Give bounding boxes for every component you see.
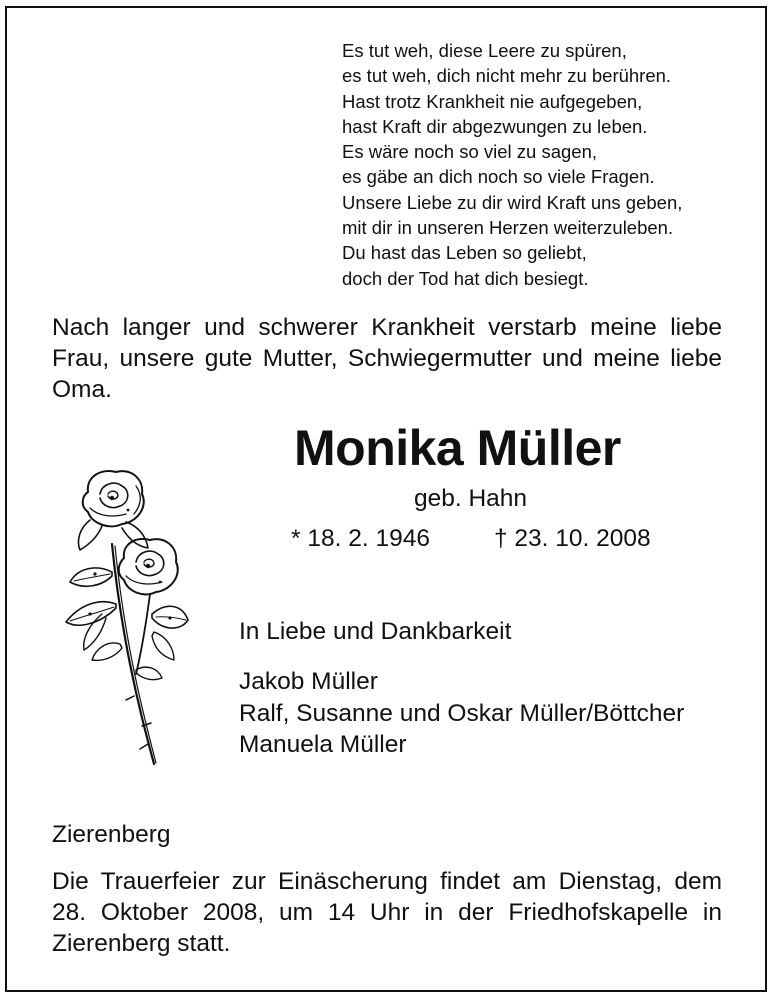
deceased-name: Monika Müller: [294, 420, 621, 476]
mourner-name: Manuela Müller: [239, 731, 407, 758]
mourners-list: [239, 666, 684, 761]
poem-line: es gäbe an dich noch so viele Fragen.: [342, 166, 655, 188]
poem: [342, 38, 682, 291]
poem-line: Es tut weh, diese Leere zu spüren,: [342, 40, 627, 61]
poem-line: mit dir in unseren Herzen weiterzuleben.: [342, 217, 674, 239]
place-name: Zierenberg: [52, 821, 171, 848]
poem-line: Es wäre noch so viel zu sagen,: [342, 141, 598, 163]
funeral-notice: Die Trauerfeier zur Einäscherung findet am Dienstag, dem 28. Oktober 2008, um 14 Uhr in der Friedhofskapelle in Zierenberg statt.: [52, 868, 722, 957]
poem-line: es tut weh, dich nicht mehr zu berühren.: [342, 65, 672, 87]
poem-line: Hast trotz Krankheit nie aufgegeben,: [342, 90, 643, 112]
intro-text: Nach langer und schwerer Krankheit verstarb meine liebe Frau, unsere gute Mutter, Schwiegermutter und meine liebe Oma.: [52, 314, 722, 403]
rose-icon: [50, 464, 190, 770]
thanks-line: In Liebe und Dankbarkeit: [239, 618, 512, 645]
birth-date: * 18. 2. 1946: [291, 525, 430, 552]
poem-line: doch der Tod hat dich besiegt.: [342, 267, 589, 289]
maiden-name: geb. Hahn: [414, 485, 528, 512]
mourner-name: Ralf, Susanne und Oskar Müller/Böttcher: [239, 699, 685, 727]
poem-line: Du hast das Leben so geliebt,: [342, 242, 587, 264]
mourner-name: Jakob Müller: [239, 668, 378, 695]
death-date: † 23. 10. 2008: [494, 525, 651, 552]
poem-line: hast Kraft dir abgezwungen zu leben.: [342, 115, 648, 137]
poem-line: Unsere Liebe zu dir wird Kraft uns geben,: [342, 191, 683, 213]
